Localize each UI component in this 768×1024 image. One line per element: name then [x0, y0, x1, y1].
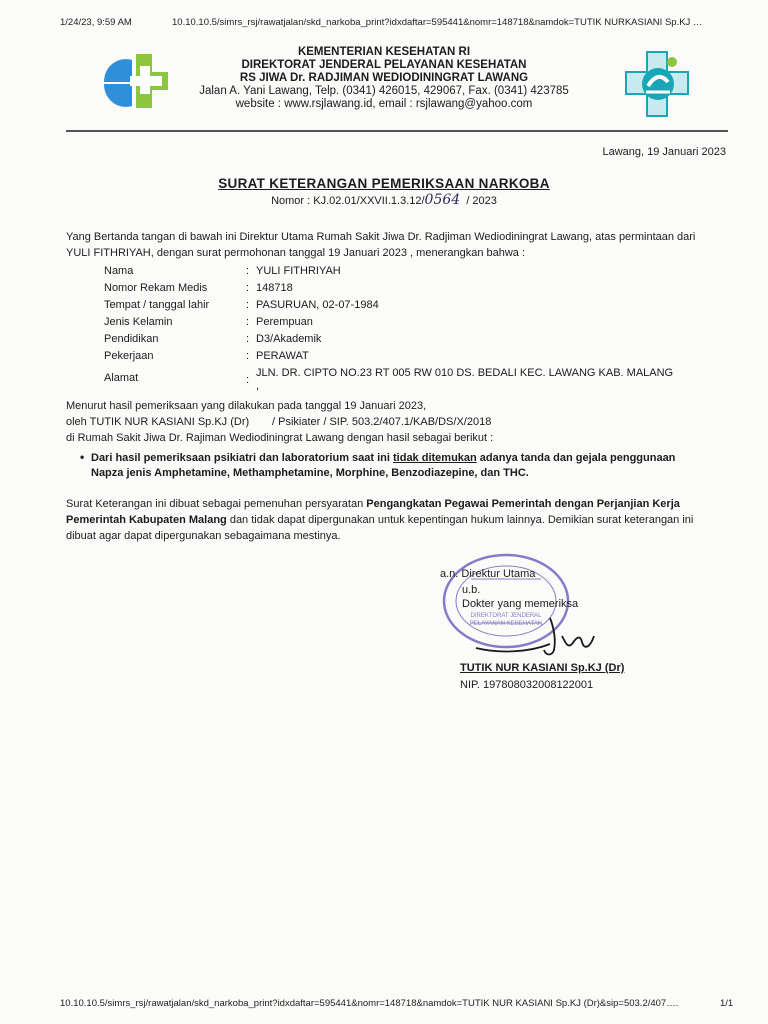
signer-nip: NIP. 197808032008122001: [460, 679, 594, 691]
bullet-line-2: Napza jenis Amphetamine, Methamphetamine, Morphine, Benzodiazepine, dan THC.: [91, 467, 529, 479]
field-label-alamat: Alamat: [104, 372, 139, 384]
field-value-alamat: JLN. DR. CIPTO NO.23 RT 005 RW 010 DS. BEDALI KEC. LAWANG KAB. MALANG: [256, 367, 674, 379]
header-address: Jalan A. Yani Lawang, Telp. (0341) 426015, 429067, Fax. (0341) 423785: [199, 85, 569, 97]
result-line-3: di Rumah Sakit Jiwa Dr. Rajiman Wediodiningrat Lawang dengan hasil sebagai berikut :: [66, 432, 494, 444]
field-value-pekerjaan: PERAWAT: [256, 350, 309, 362]
field-label-jenis-kelamin: Jenis Kelamin: [104, 316, 173, 328]
field-label-ttl: Tempat / tanggal lahir: [104, 299, 210, 311]
closing-part-2b: dan tidak dapat dipergunakan untuk kepentingan hukum lainnya. Demikian surat keterangan ini: [226, 514, 694, 526]
kemenkes-logo-icon: [96, 44, 174, 122]
number-suffix: / 2023: [466, 195, 497, 207]
result-line-1: Menurut hasil pemeriksaan yang dilakukan pada tanggal 19 Januari 2023,: [66, 400, 427, 412]
handwritten-signature-icon: [470, 614, 610, 664]
field-sep: :: [246, 374, 250, 386]
print-timestamp: 1/24/23, 9:59 AM: [60, 17, 132, 28]
print-page-count: 1/1: [720, 998, 734, 1009]
header-ministry: KEMENTERIAN KESEHATAN RI: [297, 46, 471, 58]
closing-line-1: [66, 496, 680, 513]
closing-part-2a: Pemerintah Kabupaten Malang: [66, 514, 227, 526]
bullet-icon: •: [80, 450, 85, 464]
result-line-2b: / Psikiater / SIP. 503.2/407.1/KAB/DS/X/2018: [272, 416, 492, 428]
field-sep: :: [246, 299, 250, 311]
field-label-nama: Nama: [104, 265, 134, 277]
closing-line-3: dibuat agar dapat dipergunakan sebagaimana mestinya.: [66, 530, 341, 542]
field-sep: :: [246, 265, 250, 277]
intro-line-1: Yang Bertanda tangan di bawah ini Direktur Utama Rumah Sakit Jiwa Dr. Radjiman Wediodiningrat Lawang, atas permintaan dari: [66, 231, 696, 243]
closing-part-1a: Surat Keterangan ini dibuat sebagai pemenuhan persyaratan: [66, 498, 367, 510]
closing-line-2: [66, 512, 693, 529]
number-handwritten: 0564: [424, 192, 461, 208]
header-hospital: RS JIWA Dr. RADJIMAN WEDIODININGRAT LAWANG: [239, 72, 529, 84]
signature-line-1: a.n. Direktur Utama: [440, 568, 536, 580]
stamp-text: DIREKTORAT JENDERAL PELAYANAN KESEHATAN: [469, 613, 543, 627]
signature-line-2: u.b.: [462, 584, 481, 596]
field-value-ttl: PASURUAN, 02-07-1984: [256, 299, 379, 311]
place-date: Lawang, 19 Januari 2023: [602, 146, 726, 158]
bullet-part-2: adanya tanda dan gejala penggunaan: [476, 452, 676, 464]
header-directorate: DIREKTORAT JENDERAL PELAYANAN KESEHATAN: [241, 59, 527, 71]
signer-name: TUTIK NUR KASIANI Sp.KJ (Dr): [460, 662, 625, 674]
hospital-logo-icon: [622, 48, 692, 122]
bullet-part-1: Dari hasil pemeriksaan psikiatri dan laboratorium saat ini: [91, 452, 393, 464]
field-sep: :: [246, 282, 250, 294]
print-url-top: 10.10.10.5/simrs_rsj/rawatjalan/skd_narkoba_print?idxdaftar=595441&nomr=148718&namdok=TUTIK NURKASIANI Sp.KJ …: [172, 17, 703, 28]
field-value-pendidikan: D3/Akademik: [256, 333, 322, 345]
field-label-pendidikan: Pendidikan: [104, 333, 159, 345]
intro-line-2: YULI FITHRIYAH, dengan surat permohonan tanggal 19 Januari 2023 , menerangkan bahwa :: [66, 247, 526, 259]
signature-line-3: Dokter yang memeriksa: [462, 598, 579, 610]
field-sep: :: [246, 333, 250, 345]
field-sep: :: [246, 316, 250, 328]
field-label-rekam-medis: Nomor Rekam Medis: [104, 282, 208, 294]
field-value-jenis-kelamin: Perempuan: [256, 316, 313, 328]
header-website: website : www.rsjlawang.id, email : rsjlawang@yahoo.com: [235, 98, 533, 110]
document-number: [0, 192, 768, 208]
field-label-pekerjaan: Pekerjaan: [104, 350, 154, 362]
field-sep: :: [246, 350, 250, 362]
field-value-nama: YULI FITHRIYAH: [256, 265, 341, 277]
number-prefix: Nomor : KJ.02.01/XXVII.1.3.12/: [271, 195, 425, 207]
field-value-alamat-trail: ,: [256, 380, 260, 392]
header-divider: [66, 130, 728, 132]
field-value-rekam-medis: 148718: [256, 282, 293, 294]
document-title: SURAT KETERANGAN PEMERIKSAAN NARKOBA: [218, 176, 550, 191]
bullet-underlined: tidak ditemukan: [393, 452, 477, 464]
print-url-bottom: 10.10.10.5/simrs_rsj/rawatjalan/skd_narkoba_print?idxdaftar=595441&nomr=148718&namdok=TUTIK NUR KASIANI Sp.KJ (Dr)&sip=503.2/407….: [60, 998, 679, 1009]
result-line-2a: oleh TUTIK NUR KASIANI Sp.KJ (Dr): [66, 416, 250, 428]
closing-part-1b: Pengangkatan Pegawai Pemerintah dengan Perjanjian Kerja: [366, 498, 680, 510]
